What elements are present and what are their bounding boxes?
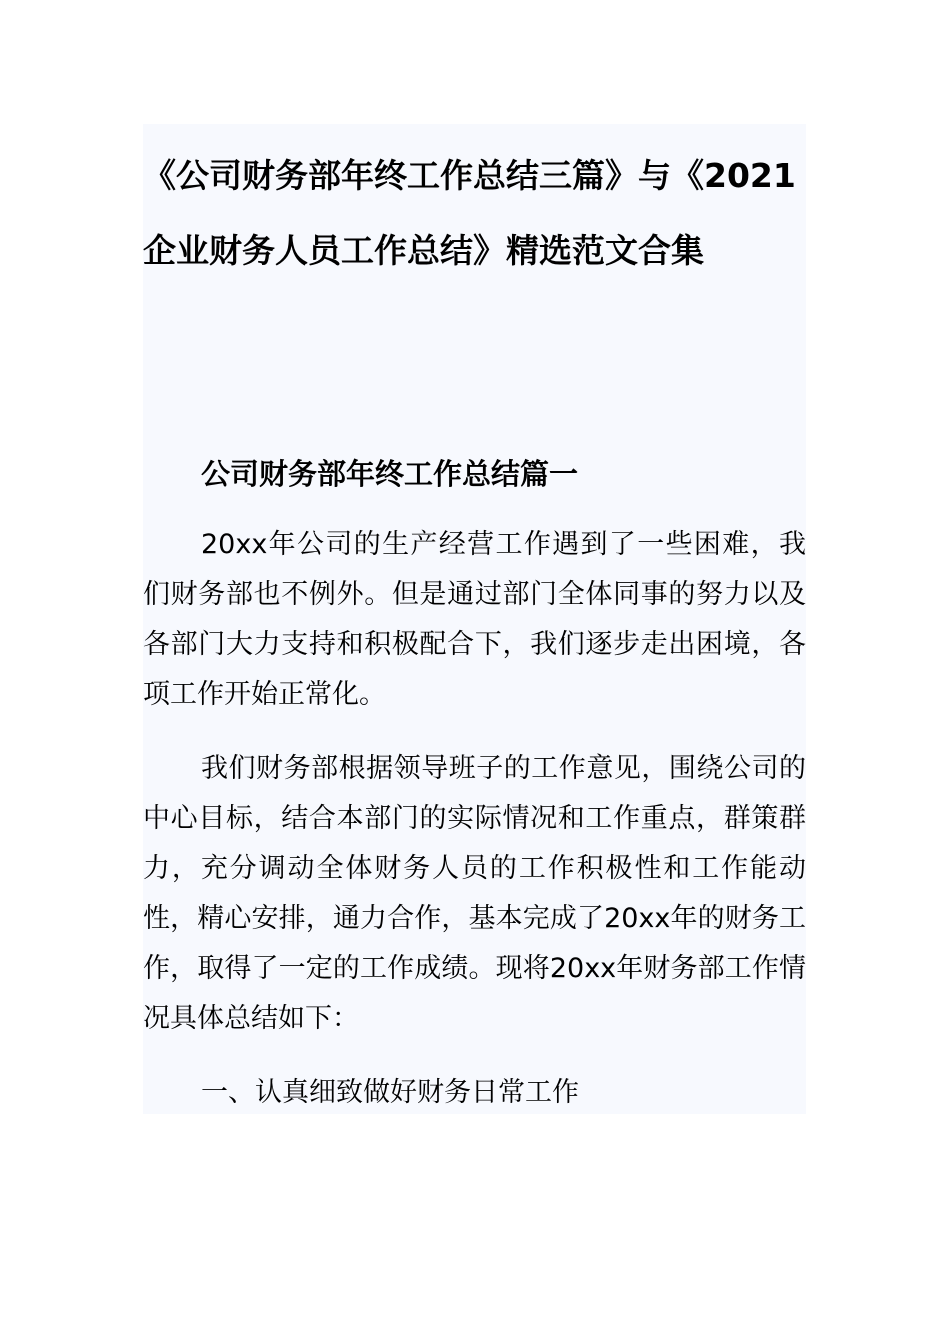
document-title: 《公司财务部年终工作总结三篇》与《2021企业财务人员工作总结》精选范文合集 (143, 156, 796, 270)
paragraph-2: 我们财务部根据领导班子的工作意见，围绕公司的中心目标，结合本部门的实际情况和工作重点，群策群力，充分调动全体财务人员的工作积极性和工作能动性，精心安排，通力合作，基本完成了20xx年的财务工作，取得了一定的工作成绩。现将20xx年财务部工作情况具体总结如下： (143, 753, 806, 1034)
paragraph-1: 20xx年公司的生产经营工作遇到了一些困难，我们财务部也不例外。但是通过部门全体同事的努力以及各部门大力支持和积极配合下，我们逐步走出困境，各项工作开始正常化。 (143, 529, 806, 710)
section-heading: 公司财务部年终工作总结篇一 (201, 457, 579, 491)
subsection-heading: 一、认真细致做好财务日常工作 (201, 1077, 579, 1108)
document-page (143, 124, 806, 1114)
